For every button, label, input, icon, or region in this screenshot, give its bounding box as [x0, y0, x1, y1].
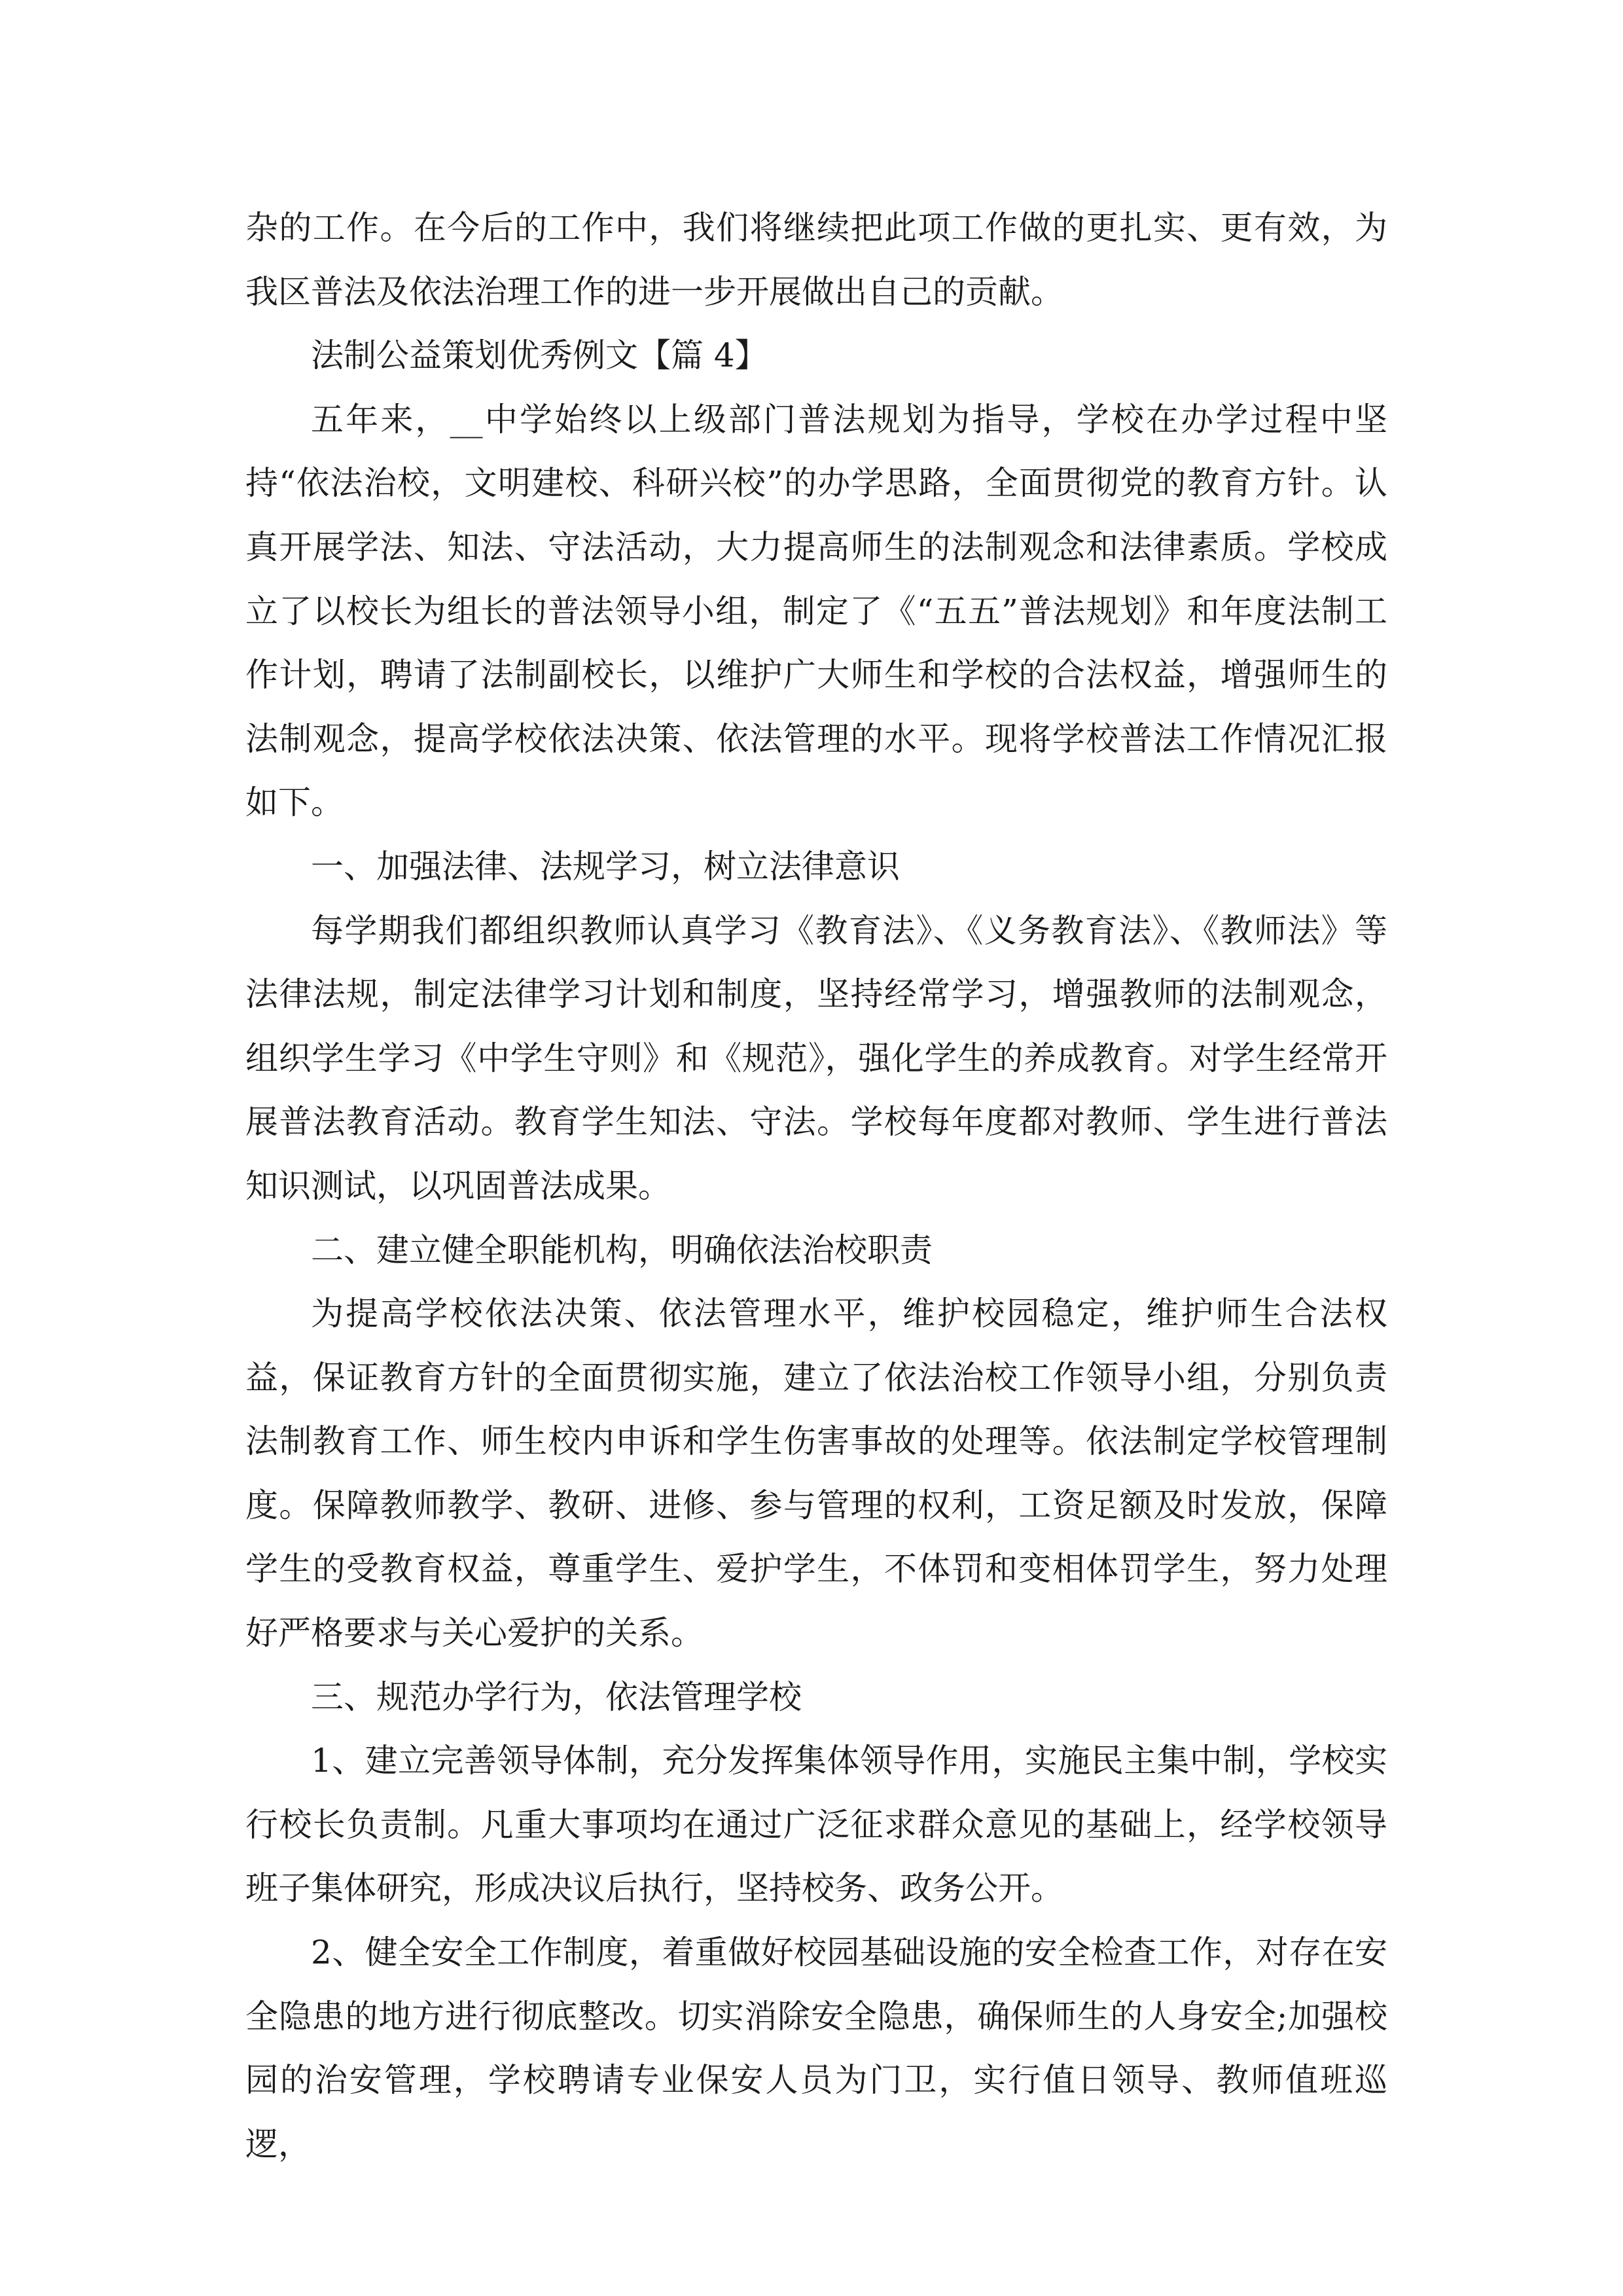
paragraph-continuation: 杂的工作。在今后的工作中，我们将继续把此项工作做的更扎实、更有效，为我区普法及依法治理工作的进一步开展做出自己的贡献。 — [245, 209, 1387, 311]
heading-three: 三、规范办学行为，依法管理学校 — [311, 1677, 802, 1716]
heading-one: 一、加强法律、法规学习，树立法律意识 — [311, 847, 900, 886]
heading-two: 二、建立健全职能机构，明确依法治校职责 — [311, 1230, 933, 1269]
paragraph-item-1: 1、建立完善领导体制，充分发挥集体领导作用，实施民主集中制，学校实行校长负责制。凡重大事项均在通过广泛征求群众意见的基础上，经学校领导班子集体研究，形成决议后执行，坚持校务、政务公开。 — [245, 1742, 1387, 1908]
paragraph-law-study: 每学期我们都组织教师认真学习《教育法》、《义务教育法》、《教师法》等法律法规，制定法律学习计划和制度，坚持经常学习，增强教师的法制观念，组织学生学习《中学生守则》和《规范》，强化学生的养成教育。对学生经常开展普法教育活动。教育学生知法、守法。学校每年度都对教师、学生进行普法知识测试，以巩固普法成果。 — [245, 911, 1387, 1205]
paragraph-item-2: 2、健全安全工作制度，着重做好校园基础设施的安全检查工作，对存在安全隐患的地方进行彻底整改。切实消除安全隐患，确保师生的人身安全;加强校园的治安管理，学校聘请专业保安人员为门卫，实行值日领导、教师值班巡逻， — [245, 1933, 1387, 2163]
document-body — [245, 196, 1387, 2176]
section-title: 法制公益策划优秀例文【篇 4】 — [311, 336, 768, 375]
paragraph-intro: 五年来，__中学始终以上级部门普法规划为指导，学校在办学过程中坚持“依法治校，文明建校、科研兴校”的办学思路，全面贯彻党的教育方针。认真开展学法、知法、守法活动，大力提高师生的法制观念和法律素质。学校成立了以校长为组长的普法领导小组，制定了《“五五”普法规划》和年度法制工作计划，聘请了法制副校长，以维护广大师生和学校的合法权益，增强师生的法制观念，提高学校依法决策、依法管理的水平。现将学校普法工作情况汇报如下。 — [245, 400, 1387, 822]
paragraph-institutions: 为提高学校依法决策、依法管理水平，维护校园稳定，维护师生合法权益，保证教育方针的全面贯彻实施，建立了依法治校工作领导小组，分别负责法制教育工作、师生校内申诉和学生伤害事故的处理等。依法制定学校管理制度。保障教师教学、教研、进修、参与管理的权利，工资足额及时发放，保障学生的受教育权益，尊重学生、爱护学生，不体罚和变相体罚学生，努力处理好严格要求与关心爱护的关系。 — [245, 1295, 1387, 1653]
